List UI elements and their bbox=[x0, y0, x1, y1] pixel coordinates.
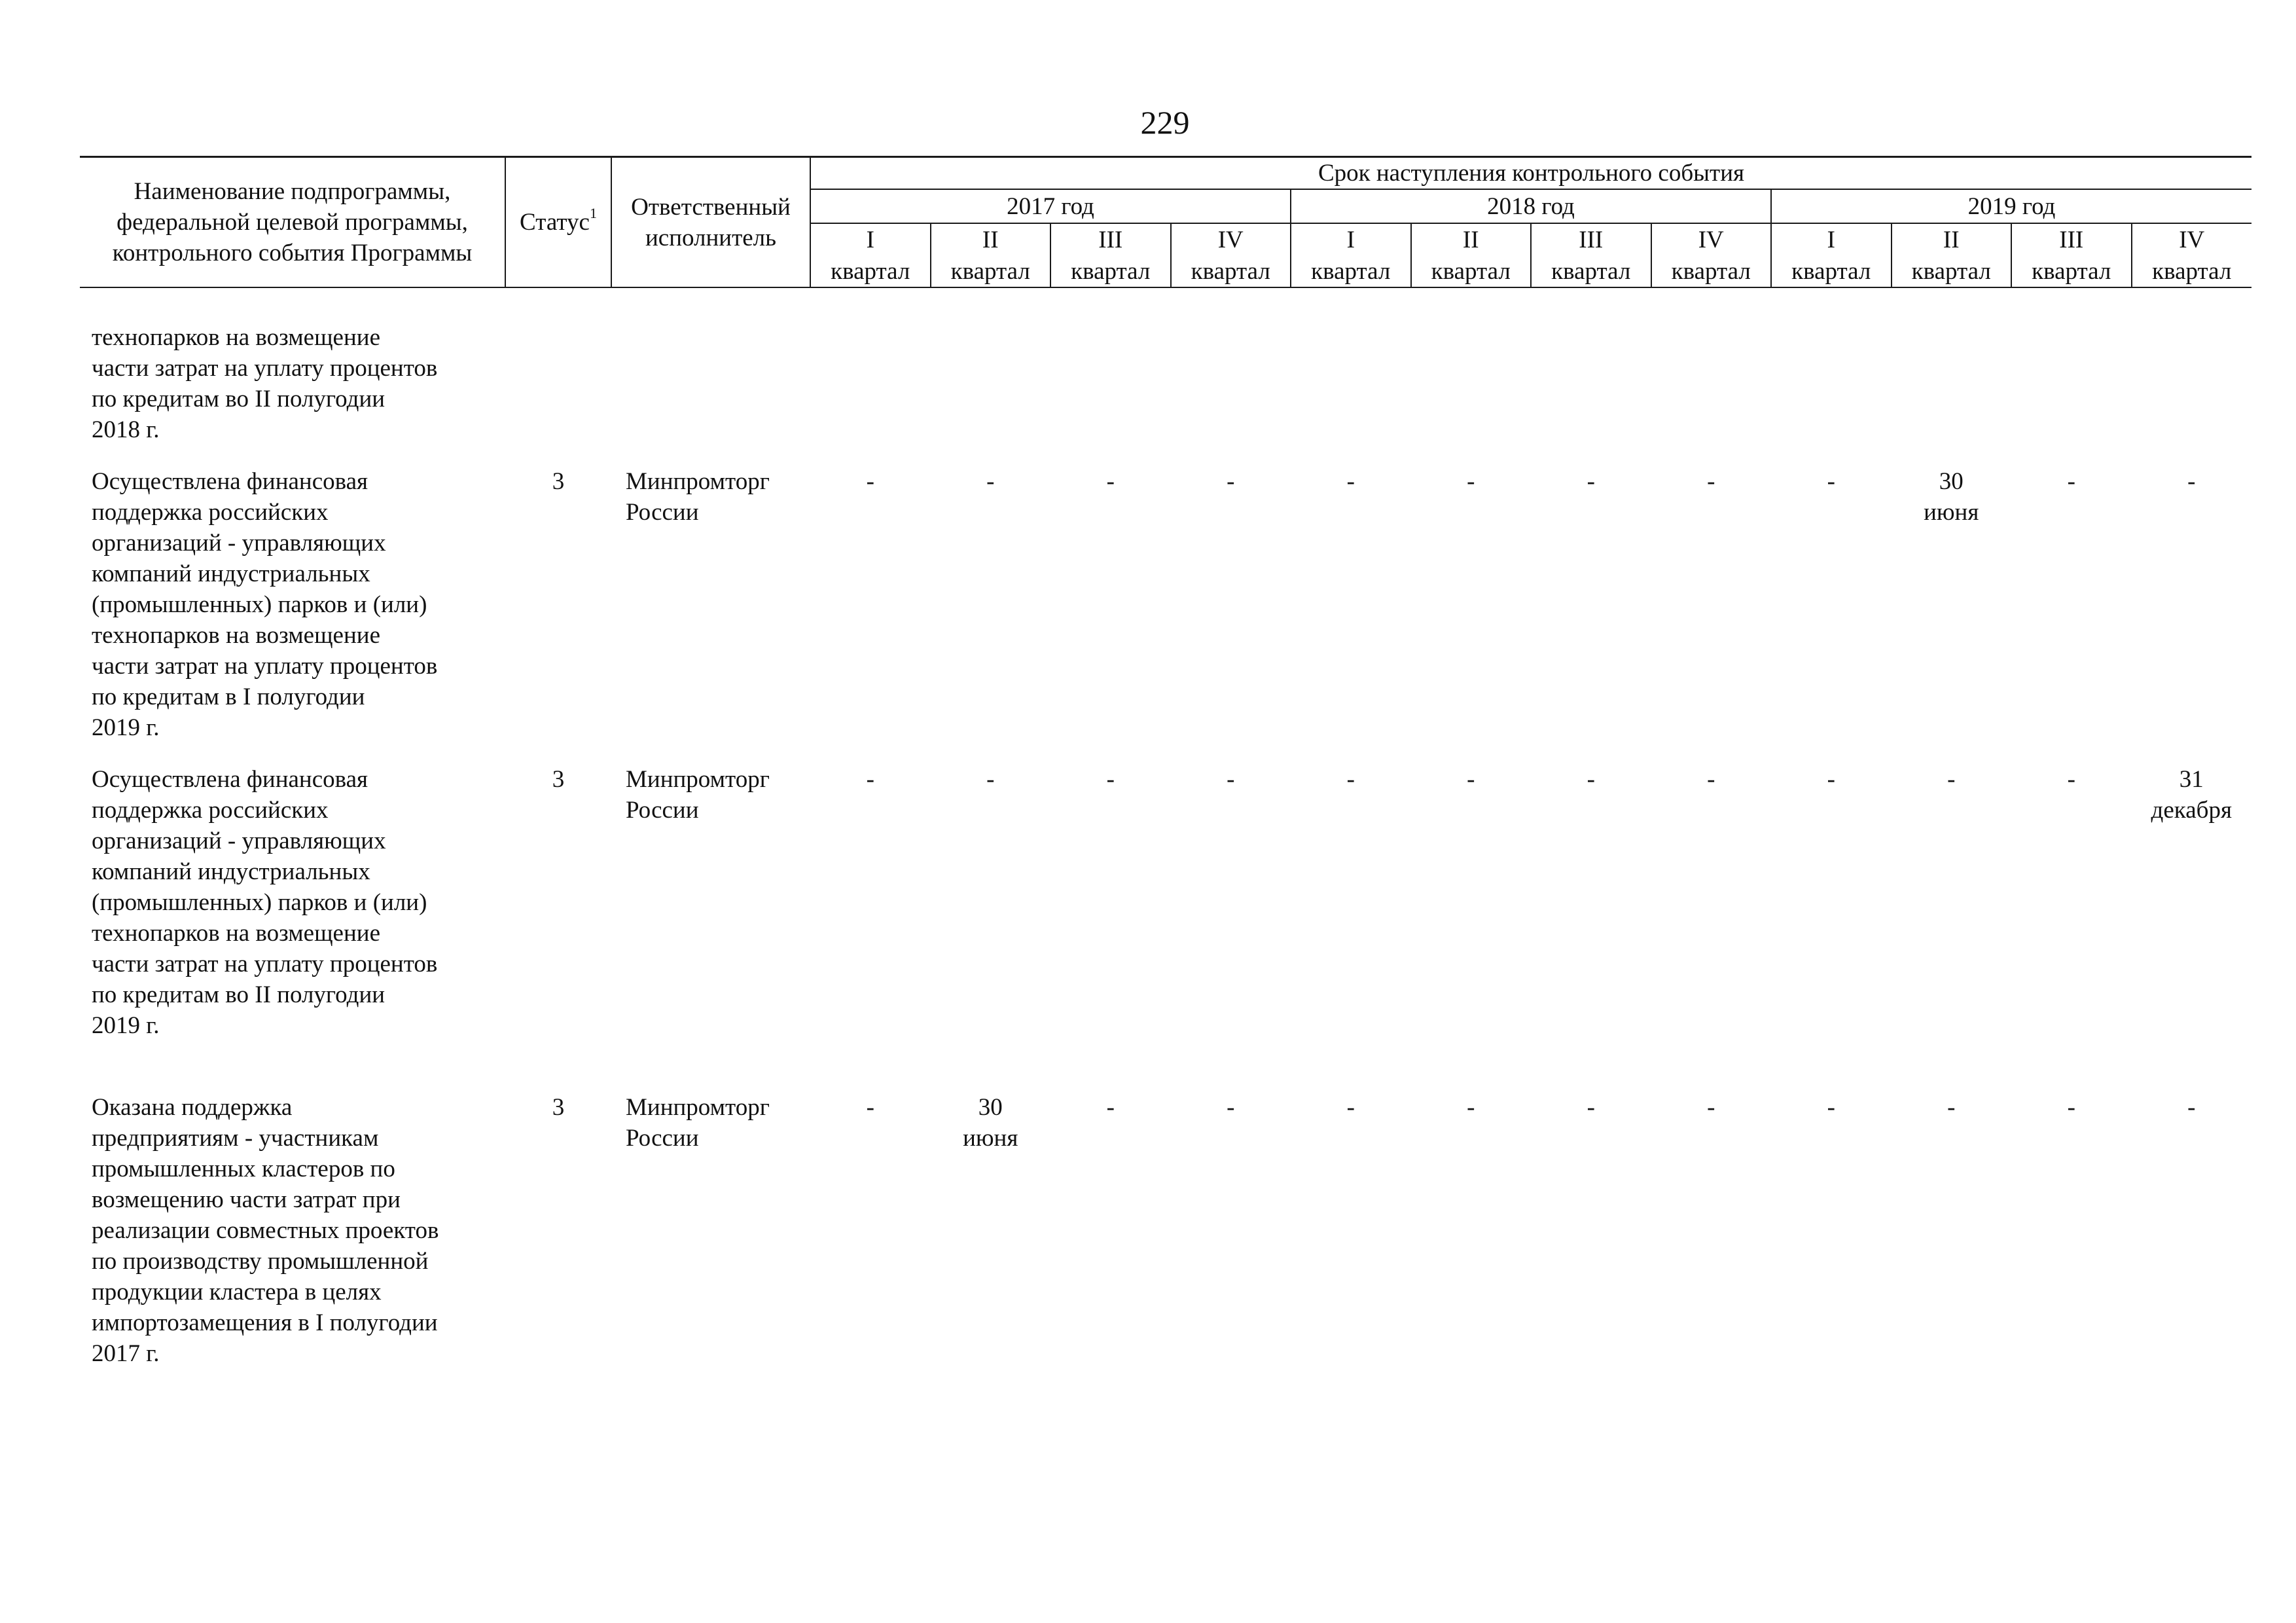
header-year: 2019 год bbox=[1771, 189, 2251, 223]
header-quarter-numeral: II bbox=[931, 223, 1051, 255]
quarter-deadline-cell: - bbox=[1106, 468, 1115, 495]
quarter-deadline-cell bbox=[1050, 322, 1171, 445]
event-name-cell: технопарков на возмещение части затрат на уплату процентов по кредитам во II полугодии 2018 г. bbox=[92, 324, 438, 443]
header-year: 2017 год bbox=[810, 189, 1291, 223]
quarter-deadline-cell: - bbox=[1707, 766, 1715, 793]
quarter-deadline-cell: 30 июня bbox=[1924, 468, 1979, 526]
header-quarter-numeral: IV bbox=[2132, 223, 2252, 255]
quarter-deadline-cell: - bbox=[2067, 468, 2075, 495]
header-quarter-word: квартал bbox=[1171, 255, 1291, 287]
quarter-deadline-cell: - bbox=[1707, 468, 1715, 495]
table-row bbox=[80, 466, 2251, 743]
table-row bbox=[80, 764, 2251, 1041]
event-name-cell: Осуществлена финансовая поддержка российских организаций - управляющих компаний индустриальных (промышленных) парков и (или) технопарков на возмещение части затрат на уплату процентов по кредитам в I полугодии 2019 г. bbox=[92, 468, 438, 741]
quarter-deadline-cell: - bbox=[2067, 1094, 2075, 1121]
header-quarter-word: квартал bbox=[931, 255, 1051, 287]
quarter-deadline-cell: - bbox=[1947, 766, 1956, 793]
header-quarter-numeral: III bbox=[2011, 223, 2132, 255]
header-deadline-title: Срок наступления контрольного события bbox=[810, 157, 2251, 190]
quarter-deadline-cell bbox=[1291, 322, 1411, 445]
quarter-deadline-cell: - bbox=[2187, 468, 2196, 495]
header-quarter-word: квартал bbox=[1531, 255, 1651, 287]
responsible-cell bbox=[611, 322, 810, 445]
header-quarter-word: квартал bbox=[1651, 255, 1772, 287]
status-cell: 3 bbox=[552, 766, 565, 793]
quarter-deadline-cell: - bbox=[1947, 1094, 1956, 1121]
quarter-deadline-cell: - bbox=[1106, 766, 1115, 793]
header-quarter-word: квартал bbox=[1411, 255, 1532, 287]
header-year: 2018 год bbox=[1291, 189, 1771, 223]
quarter-deadline-cell: - bbox=[1346, 468, 1355, 495]
quarter-deadline-cell: - bbox=[986, 766, 995, 793]
table-body bbox=[80, 287, 2251, 1369]
row-spacer-cell bbox=[80, 743, 2251, 764]
quarter-deadline-cell: - bbox=[1467, 1094, 1475, 1121]
quarter-deadline-cell bbox=[1892, 322, 2012, 445]
header-quarter-word: квартал bbox=[810, 255, 931, 287]
quarter-deadline-cell: - bbox=[1467, 468, 1475, 495]
quarter-deadline-cell bbox=[2011, 322, 2132, 445]
row-spacer bbox=[80, 743, 2251, 764]
quarter-deadline-cell: - bbox=[1707, 1094, 1715, 1121]
header-quarter-word: квартал bbox=[1892, 255, 2012, 287]
row-spacer-cell bbox=[80, 445, 2251, 466]
quarter-deadline-cell: - bbox=[1827, 468, 1835, 495]
responsible-cell: Минпромторг России bbox=[626, 766, 770, 824]
quarter-deadline-cell: - bbox=[1467, 766, 1475, 793]
header-name-column: Наименование подпрограммы, федеральной целевой программы, контрольного события Программы bbox=[80, 157, 505, 288]
quarter-deadline-cell: - bbox=[1106, 1094, 1115, 1121]
quarter-deadline-cell: - bbox=[1587, 1094, 1595, 1121]
quarter-deadline-cell: - bbox=[866, 766, 874, 793]
status-cell: 3 bbox=[552, 1094, 565, 1121]
header-quarter-numeral: III bbox=[1050, 223, 1171, 255]
row-spacer bbox=[80, 445, 2251, 466]
header-quarter-numeral: III bbox=[1531, 223, 1651, 255]
event-name-cell: Осуществлена финансовая поддержка российских организаций - управляющих компаний индустриальных (промышленных) парков и (или) технопарков на возмещение части затрат на уплату процентов по кредитам во II полугодии 2019 г. bbox=[92, 766, 438, 1039]
header-quarter-word: квартал bbox=[2132, 255, 2252, 287]
header-quarter-word: квартал bbox=[1291, 255, 1411, 287]
quarter-deadline-cell: - bbox=[1346, 766, 1355, 793]
quarter-deadline-cell: - bbox=[1827, 766, 1835, 793]
table-row bbox=[80, 1092, 2251, 1369]
quarter-deadline-cell: - bbox=[2067, 766, 2075, 793]
quarter-deadline-cell bbox=[1771, 322, 1892, 445]
table-header bbox=[80, 157, 2251, 288]
quarter-deadline-cell: 30 июня bbox=[963, 1094, 1018, 1152]
header-quarter-word: квартал bbox=[1050, 255, 1171, 287]
table-row bbox=[80, 322, 2251, 445]
quarter-deadline-cell: - bbox=[1227, 468, 1235, 495]
quarter-deadline-cell bbox=[1411, 322, 1532, 445]
row-spacer-cell bbox=[80, 287, 2251, 322]
quarter-deadline-cell: - bbox=[866, 468, 874, 495]
quarter-deadline-cell: - bbox=[1587, 468, 1595, 495]
row-spacer-cell bbox=[80, 1041, 2251, 1092]
row-spacer bbox=[80, 287, 2251, 322]
header-status-footnote: 1 bbox=[589, 205, 597, 221]
responsible-cell: Минпромторг России bbox=[626, 468, 770, 526]
quarter-deadline-cell: - bbox=[2187, 1094, 2196, 1121]
quarter-deadline-cell: - bbox=[1346, 1094, 1355, 1121]
quarter-deadline-cell bbox=[931, 322, 1051, 445]
header-quarter-numeral: IV bbox=[1651, 223, 1772, 255]
header-responsible-column: Ответственный исполнитель bbox=[611, 157, 810, 288]
header-quarter-word: квартал bbox=[1771, 255, 1892, 287]
quarter-deadline-cell bbox=[1531, 322, 1651, 445]
quarter-deadline-cell: - bbox=[1587, 766, 1595, 793]
header-status-column bbox=[505, 157, 611, 288]
header-quarter-numeral: I bbox=[1291, 223, 1411, 255]
page-number: 229 bbox=[1140, 104, 1190, 141]
responsible-cell: Минпромторг России bbox=[626, 1094, 770, 1152]
quarter-deadline-cell: 31 декабря bbox=[2151, 766, 2232, 824]
quarter-deadline-cell bbox=[810, 322, 931, 445]
quarter-deadline-cell: - bbox=[1227, 1094, 1235, 1121]
header-quarter-numeral: I bbox=[1771, 223, 1892, 255]
quarter-deadline-cell bbox=[2132, 322, 2252, 445]
header-quarter-numeral: II bbox=[1892, 223, 2012, 255]
header-quarter-numeral: I bbox=[810, 223, 931, 255]
quarter-deadline-cell: - bbox=[1827, 1094, 1835, 1121]
quarter-deadline-cell: - bbox=[986, 468, 995, 495]
header-status-label: Статус bbox=[520, 209, 590, 236]
header-quarter-numeral: II bbox=[1411, 223, 1532, 255]
quarter-deadline-cell bbox=[1651, 322, 1772, 445]
status-cell: 3 bbox=[552, 468, 565, 495]
status-cell bbox=[505, 322, 611, 445]
quarter-deadline-cell bbox=[1171, 322, 1291, 445]
quarter-deadline-cell: - bbox=[1227, 766, 1235, 793]
header-quarter-numeral: IV bbox=[1171, 223, 1291, 255]
quarter-deadline-cell: - bbox=[866, 1094, 874, 1121]
event-name-cell: Оказана поддержка предприятиям - участникам промышленных кластеров по возмещению части затрат при реализации совместных проектов по производству промышленной продукции кластера в целях импортозамещения в I полугодии 2017 г. bbox=[92, 1094, 439, 1367]
row-spacer bbox=[80, 1041, 2251, 1092]
control-events-table bbox=[80, 156, 2251, 1369]
header-quarter-word: квартал bbox=[2011, 255, 2132, 287]
